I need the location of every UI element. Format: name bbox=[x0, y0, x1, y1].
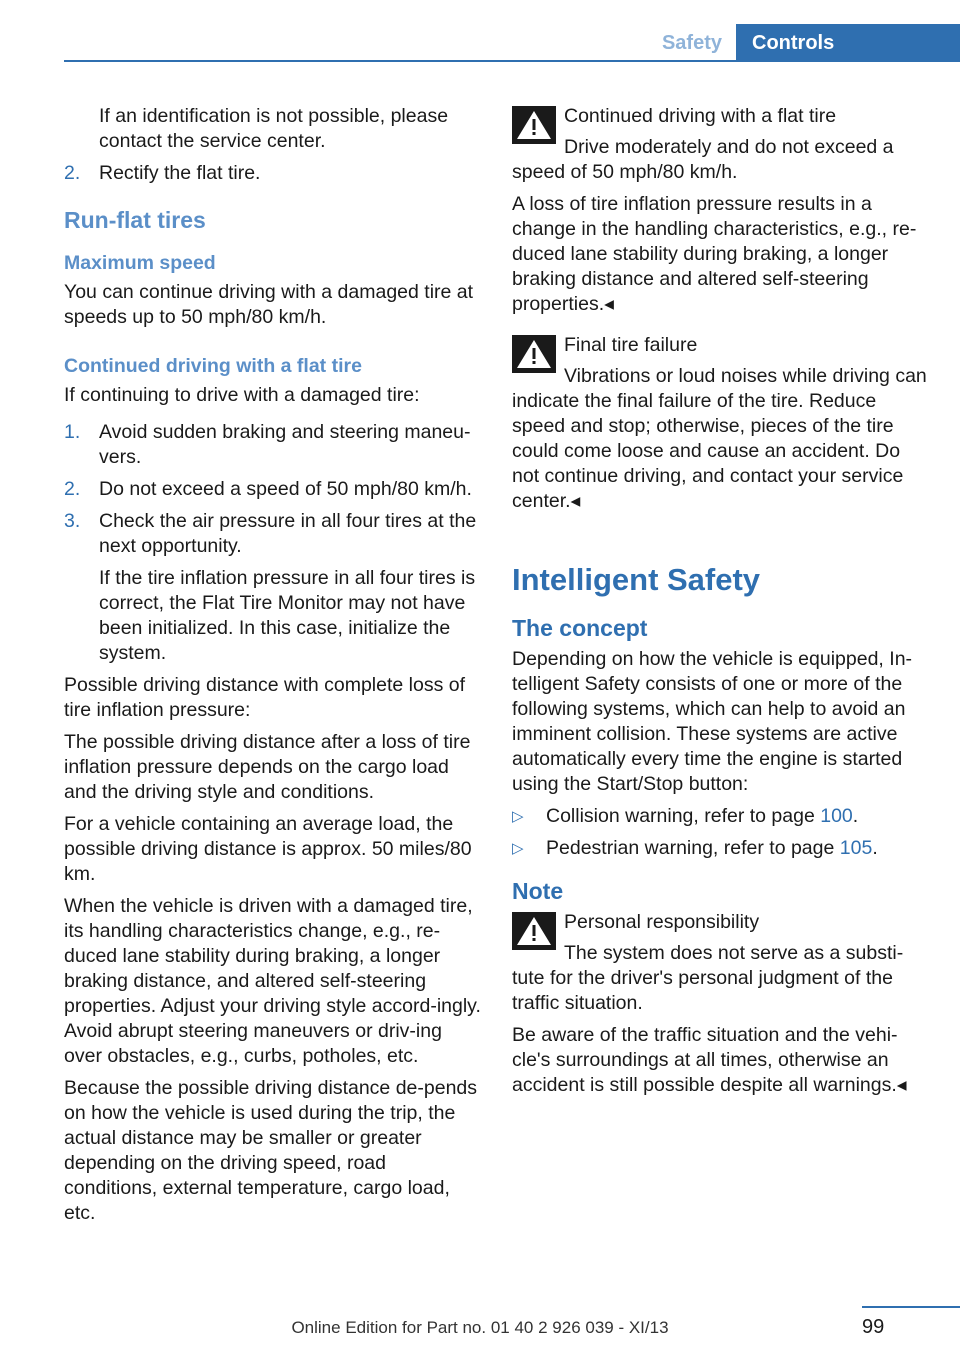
step-item bbox=[64, 509, 482, 559]
left-column bbox=[64, 104, 482, 1233]
step-text: Do not exceed a speed of 50 mph/80 km/h. bbox=[99, 478, 472, 500]
page-link[interactable]: 105 bbox=[839, 837, 873, 859]
warning-block bbox=[512, 333, 930, 514]
step3-note: If the tire inflation pressure in all four tires is correct, the Flat Tire Monitor may not have been initialized. In this case, initialize the system. bbox=[99, 567, 476, 664]
bullet-period: . bbox=[852, 805, 859, 827]
bullet-text: Collision warning, refer to page bbox=[546, 805, 821, 827]
step-item bbox=[64, 420, 482, 470]
step-number: 2. bbox=[64, 478, 81, 500]
depends-paragraph: The possible driving distance after a loss of tire inflation pressure depends on the cargo load and the driving style and conditions. bbox=[64, 731, 471, 803]
step-number: 2. bbox=[64, 162, 81, 184]
step-text: Check the air pressure in all four tires at the next opportunity. bbox=[99, 510, 477, 557]
warning-text: Vibrations or loud noises while driving can indicate the final failure of the tire. Reduce speed and stop; otherwise, pieces of the tire could come loose and cause an accident. Do not continue driving, and contact your service center.◂ bbox=[512, 365, 927, 512]
warning-icon bbox=[512, 106, 556, 144]
warning-icon bbox=[512, 912, 556, 950]
header-chapter-tab[interactable]: Controls bbox=[736, 24, 960, 62]
warning-title: Personal responsibility bbox=[564, 911, 760, 933]
warning-text: Drive moderately and do not exceed a speed of 50 mph/80 km/h. bbox=[512, 136, 894, 183]
warning-title: Continued driving with a flat tire bbox=[564, 105, 837, 127]
bullet-item bbox=[512, 804, 930, 829]
page-number-rule bbox=[862, 1306, 960, 1308]
edition-footer: Online Edition for Part no. 01 40 2 926 039 - XI/13 bbox=[291, 1318, 669, 1337]
concept-paragraph: Depending on how the vehicle is equipped, In-telligent Safety consists of one or more of the following systems, which can help to avoid an imminent collision. These systems are active automatically every time the engine is started using the Start/Stop button: bbox=[512, 648, 913, 795]
warning-block bbox=[512, 910, 930, 1016]
handling-paragraph: When the vehicle is driven with a damaged tire, its handling characteristics change, e.g., re-duced lane stability during braking, a longer braking distance, and altered self-steering properties. Adjust your driving style accord-ingly. Avoid abrupt steering maneuvers or driv-ing over obstacles, e.g., curbs, potholes, etc. bbox=[64, 895, 481, 1067]
intelligent-safety-heading: Intelligent Safety bbox=[512, 562, 761, 597]
continued-heading: Continued driving with a flat tire bbox=[64, 355, 362, 377]
average-paragraph: For a vehicle containing an average load, the possible driving distance is approx. 50 miles/80 km. bbox=[64, 813, 472, 885]
bullet-glyph: ▷ bbox=[512, 808, 524, 825]
header-section-tab[interactable]: Safety bbox=[661, 32, 722, 54]
aware-paragraph: Be aware of the traffic situation and the vehi-cle's surroundings at all times, otherwise an accident is still possible despite all warnings.◂ bbox=[512, 1024, 907, 1096]
warning-title: Final tire failure bbox=[564, 334, 698, 356]
runflat-heading: Run-flat tires bbox=[64, 207, 206, 233]
loss-paragraph: A loss of tire inflation pressure results in a change in the handling characteristics, e.g., re-duced lane stability during braking, a longer braking distance and altered self-steering properties.◂ bbox=[512, 193, 917, 315]
bullet-glyph: ▷ bbox=[512, 840, 524, 857]
maxspeed-heading: Maximum speed bbox=[64, 252, 216, 274]
possible-paragraph: Possible driving distance with complete loss of tire inflation pressure: bbox=[64, 674, 466, 721]
step-item bbox=[64, 477, 482, 502]
maxspeed-paragraph: You can continue driving with a damaged tire at speeds up to 50 mph/80 km/h. bbox=[64, 281, 474, 328]
warning-text: The system does not serve as a substi-tute for the driver's personal judgment of the traffic situation. bbox=[512, 942, 904, 1014]
step-number: 3. bbox=[64, 510, 81, 532]
bullet-item bbox=[512, 836, 930, 861]
step-number: 1. bbox=[64, 421, 81, 443]
note-heading: Note bbox=[512, 878, 564, 904]
page-link[interactable]: 100 bbox=[820, 805, 853, 827]
page-number: 99 bbox=[862, 1316, 885, 1338]
because-paragraph: Because the possible driving distance de-pends on how the vehicle is used during the trip, the actual distance may be smaller or greater depending on the driving speed, road conditions, external temperature, cargo load, etc. bbox=[64, 1077, 478, 1224]
warning-block bbox=[512, 104, 930, 185]
identification-paragraph: If an identification is not possible, please contact the service center. bbox=[99, 105, 449, 152]
ifcontinuing-paragraph: If continuing to drive with a damaged tire: bbox=[64, 384, 420, 406]
step-text: Avoid sudden braking and steering maneu-vers. bbox=[99, 421, 471, 468]
right-column bbox=[512, 104, 930, 1105]
step-item bbox=[64, 161, 482, 186]
bullet-period: . bbox=[872, 837, 878, 859]
concept-heading: The concept bbox=[512, 615, 648, 641]
step-text: Rectify the flat tire. bbox=[99, 162, 261, 184]
bullet-text: Pedestrian warning, refer to page bbox=[546, 837, 840, 859]
warning-icon bbox=[512, 335, 556, 373]
